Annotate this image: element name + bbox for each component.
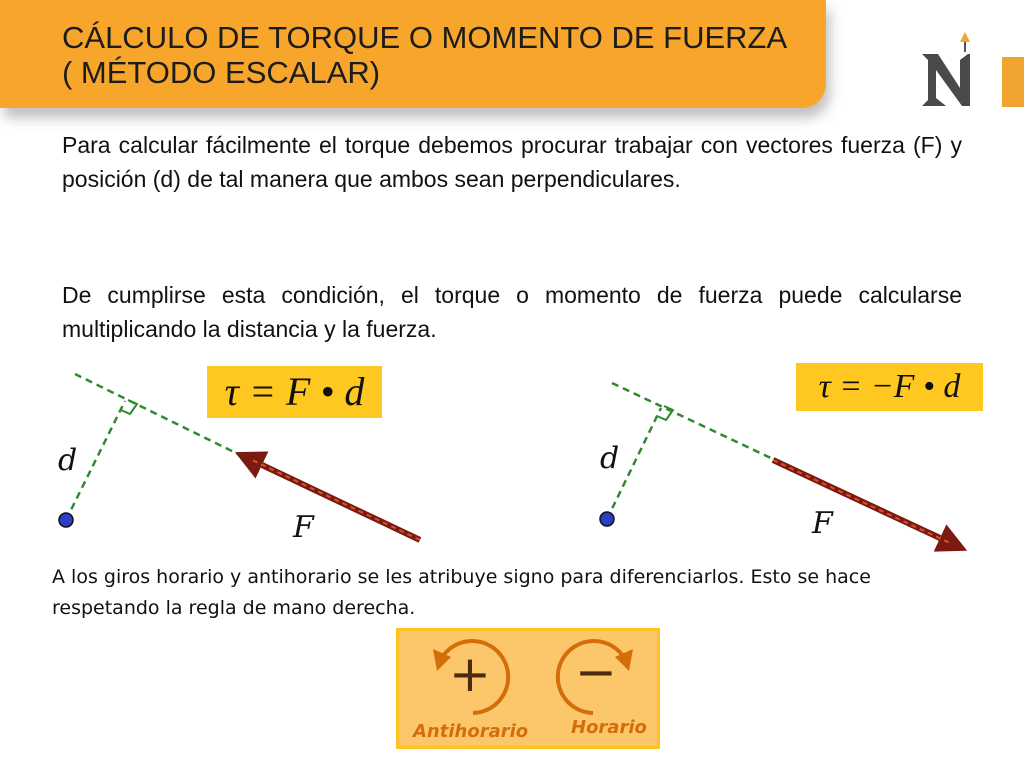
left-distance-label: d: [58, 443, 78, 478]
left-pivot-point: [59, 513, 73, 527]
rotation-sign-legend: [396, 628, 660, 749]
paragraph-perpendicular: Para calcular fácilmente el torque debemos procurar trabajar con vectores fuerza (F) y posición (d) de tal manera que ambos sean perpendiculares.: [62, 132, 962, 192]
side-tab: [1002, 57, 1024, 107]
plus-symbol: +: [449, 645, 491, 703]
page-title: CÁLCULO DE TORQUE O MOMENTO DE FUERZA ( MÉTODO ESCALAR): [62, 20, 786, 90]
left-force-label: F: [293, 510, 314, 545]
right-line-of-action: [612, 383, 775, 460]
right-distance-label: d: [600, 441, 620, 476]
formula-negative-torque: τ = −F • d: [796, 363, 983, 411]
formula-positive-torque: τ = F • d: [207, 366, 382, 418]
right-pivot-point: [600, 512, 614, 526]
right-right-angle-mark: [657, 406, 673, 420]
sign-convention-note: A los giros horario y antihorario se les atribuye signo para diferenciarlos. Esto se hace respetando la regla de mano derecha.: [52, 566, 871, 619]
right-force-label: F: [812, 506, 833, 541]
n-logo-icon: [918, 30, 978, 110]
paragraph-condition: De cumplirse esta condición, el torque o momento de fuerza puede calcularse multiplicando la distancia y la fuerza.: [62, 282, 962, 342]
counterclockwise-label: Antihorario: [413, 721, 529, 742]
minus-symbol: −: [575, 643, 617, 701]
clockwise-label: Horario: [571, 717, 647, 738]
title-bar: [0, 0, 826, 108]
